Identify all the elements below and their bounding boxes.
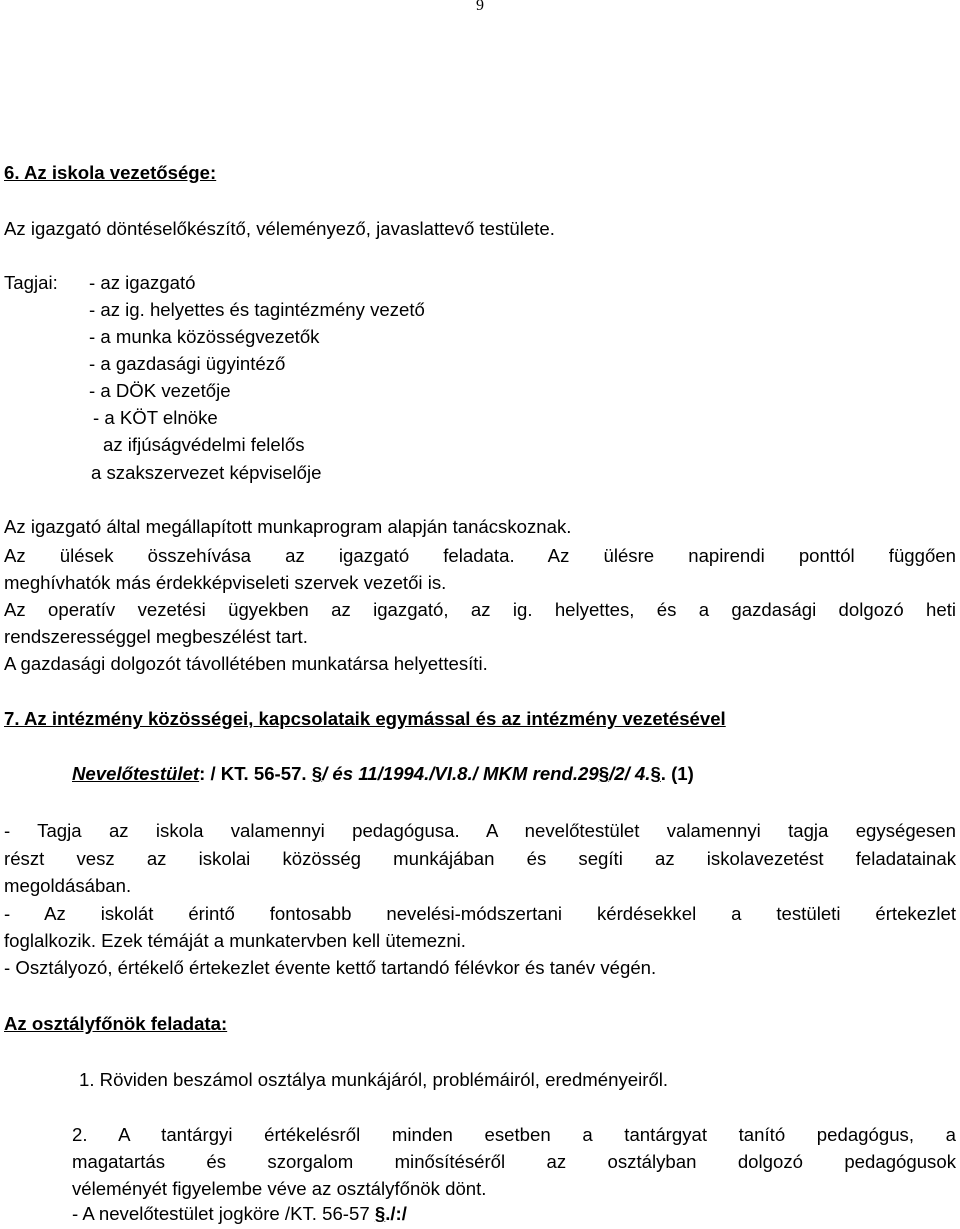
staff-line: megoldásában. — [4, 875, 132, 896]
task-item-3-text: - A nevelőtestület jogköre /KT. 56-57 — [72, 1203, 375, 1224]
paragraph-line: A gazdasági dolgozót távollétében munkatársa helyettesíti. — [4, 653, 488, 674]
staff-line: - Tagja az iskola valamennyi pedagógusa. A nevelőtestület valamennyi tagja egységesen — [4, 820, 956, 841]
staff-line: foglalkozik. Ezek témáját a munkatervben kell ütemezni. — [4, 930, 466, 951]
members-label: Tagjai: — [4, 272, 58, 293]
paragraph-line: Az operatív vezetési ügyekben az igazgató, az ig. helyettes, és a gazdasági dolgozó heti — [4, 599, 956, 620]
paragraph-line: rendszerességgel megbeszélést tart. — [4, 626, 308, 647]
task-item-2-line: magatartás és szorgalom minősítéséről az osztályban dolgozó pedagógusok — [72, 1151, 956, 1172]
section-sign: § — [598, 763, 610, 784]
staff-line: - Az iskolát érintő fontosabb nevelési-módszertani kérdésekkel a testületi értekezlet — [4, 903, 956, 924]
staff-line: részt vesz az iskolai közösség munkájában és segíti az iskolavezetést feladatainak — [4, 848, 956, 869]
paragraph-line: meghívhatók más érdekképviseleti szervek vezetői is. — [4, 572, 447, 593]
task-item-3 — [72, 1203, 407, 1225]
page-number: 9 — [476, 0, 484, 14]
member-item: a szakszervezet képviselője — [91, 462, 322, 483]
task-item-1: 1. Röviden beszámol osztálya munkájáról, problémáiról, eredményeiről. — [79, 1069, 669, 1090]
teaching-staff-reference — [72, 763, 694, 785]
section-sign: § — [374, 1203, 386, 1224]
member-item: - az ig. helyettes és tagintézmény vezető — [89, 299, 425, 320]
member-item: - a gazdasági ügyintéző — [89, 353, 286, 374]
law-reference-part: . (1) — [660, 763, 694, 784]
law-reference-part: : / KT. 56-57. — [199, 763, 312, 784]
staff-line: - Osztályozó, értékelő értekezlet évente kettő tartandó félévkor és tanév végén. — [4, 957, 657, 978]
section-sign: § — [650, 763, 661, 784]
section-7-heading: 7. Az intézmény közösségei, kapcsolataik egymással és az intézmény vezetésével — [4, 708, 726, 729]
member-item: az ifjúságvédelmi felelős — [103, 434, 305, 455]
section-6-intro: Az igazgató döntéselőkészítő, véleményező, javaslattevő testülete. — [4, 218, 555, 239]
class-teacher-heading: Az osztályfőnök feladata: — [4, 1013, 228, 1034]
law-reference-part: /2/ 4. — [609, 763, 651, 784]
law-reference-part: / és 11/1994./VI.8./ MKM rend.29 — [322, 763, 599, 784]
section-sign: § — [311, 763, 323, 784]
task-item-2-line: véleményét figyelembe véve az osztályfőnök dönt. — [72, 1178, 487, 1199]
member-item: - a KÖT elnöke — [93, 407, 218, 428]
member-item: - az igazgató — [89, 272, 196, 293]
task-item-2-line: 2. A tantárgyi értékelésről minden esetben a tantárgyat tanító pedagógus, a — [72, 1124, 956, 1145]
paragraph-line: Az ülések összehívása az igazgató feladata. Az ülésre napirendi ponttól függően — [4, 545, 956, 566]
member-item: - a munka közösségvezetők — [89, 326, 320, 347]
teaching-staff-label: Nevelőtestület — [72, 763, 200, 784]
member-item: - a DÖK vezetője — [89, 380, 231, 401]
task-item-3-suffix: ./:/ — [385, 1203, 407, 1224]
section-6-heading: 6. Az iskola vezetősége: — [4, 162, 217, 183]
paragraph-line: Az igazgató által megállapított munkaprogram alapján tanácskoznak. — [4, 516, 572, 537]
